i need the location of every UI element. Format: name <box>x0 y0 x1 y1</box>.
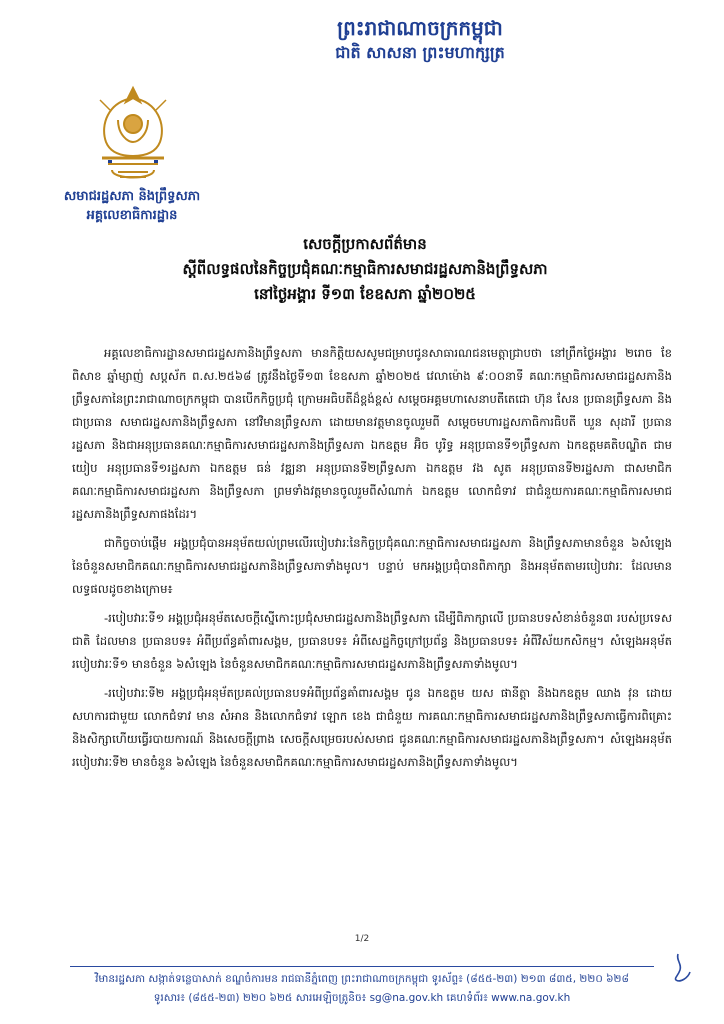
document-title <box>160 232 570 306</box>
parliament-emblem-icon <box>88 80 178 190</box>
organization-header <box>32 188 232 226</box>
signature-icon <box>668 950 698 984</box>
title-line-3: នៅថ្ងៃអង្គារ ទី១៣ ខែឧសភា ឆ្នាំ២០២៥ <box>254 284 476 303</box>
footer-contact <box>70 970 654 1008</box>
organization-department: អគ្គលេខាធិការដ្ឋាន <box>86 207 178 223</box>
footer-address: វិមានរដ្ឋសភា សង្កាត់ទន្លេបាសាក់ ខណ្ឌចំការមន រាជធានីភ្នំពេញ ព្រះរាជាណាចក្រកម្ពុជា ទូរស័ព្ទ៖ (៨៥៥-២៣) ២១៣ ៨៣៥, ២២០ ៦២៨ <box>95 973 629 985</box>
kingdom-title: ព្រះរាជាណាចក្រកម្ពុជា <box>337 16 503 40</box>
page-number: 1/2 <box>354 934 370 944</box>
document-body <box>72 342 672 780</box>
title-line-2: ស្តីពីលទ្ធផលនៃកិច្ចប្រជុំគណៈកម្មាធិការសមាជរដ្ឋសភានិងព្រឹទ្ធសភា <box>182 259 548 278</box>
footer-divider <box>70 966 654 967</box>
organization-name: សមាជរដ្ឋសភា និងព្រឹទ្ធសភា <box>63 189 201 204</box>
paragraph-agenda-1: -របៀបវារៈទី១ អង្គប្រជុំអនុម័តសេចក្តីស្នើកោះប្រជុំសមាជរដ្ឋសភានិងព្រឹទ្ធសភា ដើម្បីពិភាក្សាលើ ប្រធានបទសំខាន់ចំនួន៣ របស់ប្រទេសជាតិ ដែលមាន ប្រធានបទ៖ អំពីប្រព័ន្ធគាំពារសង្គម, ប្រធានបទ៖ អំពីសេដ្ឋកិច្ចក្រៅប្រព័ន្ធ និងប្រធានបទ៖ អំពីវិស័យកសិកម្ម។ សំឡេងអនុម័តរបៀបវារៈទី១ មានចំនួន ៦សំឡេង នៃចំនួនសមាជិកគណៈកម្មាធិការសមាជរដ្ឋសភានិងព្រឹទ្ធសភាទាំងមូល។ <box>72 611 672 671</box>
paragraph-1: អគ្គលេខាធិការដ្ឋានសមាជរដ្ឋសភានិងព្រឹទ្ធសភា មានកិត្តិយសសូមជម្រាបជូនសាធារណជនមេត្តាជ្រាបថា នៅព្រឹកថ្ងៃអង្គារ ២រោច ខែពិសាខ ឆ្នាំម្សាញ់ សប្តស័ក ព.ស.២៥៦៨ ត្រូវនឹងថ្ងៃទី១៣ ខែឧសភា ឆ្នាំ២០២៥ វេលាម៉ោង ៩:០០នាទី គណៈកម្មាធិការសមាជរដ្ឋសភានិងព្រឹទ្ធសភានៃព្រះរាជាណាចក្រកម្ពុជា បានបើកកិច្ចប្រជុំ ក្រោមអធិបតីដ៏ខ្ពង់ខ្ពស់ សម្តេចអគ្គមហាសេនាបតីតេជោ ហ៊ុន សែន ប្រធានព្រឹទ្ធសភា និងជាប្រធាន សមាជរដ្ឋសភានិងព្រឹទ្ធសភា នៅវិមានព្រឹទ្ធសភា ដោយមានវត្តមានចូលរួមពី សម្តេចមហារដ្ឋសភាធិការធិបតី ឃួន សុដារី ប្រធានរដ្ឋសភា និងជាអនុប្រធានគណៈកម្មាធិការសមាជរដ្ឋសភានិងព្រឹទ្ធសភា ឯកឧត្តម អ៊ិច បូរិទ្ធ អនុប្រធានទី១ព្រឹទ្ធសភា ឯកឧត្តមគតិបណ្ឌិត ជាម យៀប អនុប្រធានទី១រដ្ឋសភា ឯកឧត្តម ធន់ វឌ្ឍនា អនុប្រធានទី២ព្រឹទ្ធសភា ឯកឧត្តម វង សូត អនុប្រធានទី២រដ្ឋសភា ជាសមាជិកគណៈកម្មាធិការសមាជរដ្ឋសភា និងព្រឹទ្ធសភា ព្រមទាំងវត្តមានចូលរួមពីសំណាក់ ឯកឧត្តម លោកជំទាវ ជាជំនួយការគណៈកម្មាធិការសមាជ រដ្ឋសភានិងព្រឹទ្ធសភាផងដែរ។ <box>72 346 672 521</box>
national-motto: ជាតិ សាសនា ព្រះមហាក្សត្រ <box>335 43 505 62</box>
footer-contact-info: ទូរសារ៖ (៨៥៥-២៣) ២២០ ៦២៥ សារអេឡិចត្រូនិច៖ sg@na.gov.kh គេហទំព័រ៖ www.na.gov.kh <box>153 992 571 1004</box>
paragraph-2: ជាកិច្ចចាប់ផ្តើម អង្គប្រជុំបានអនុម័តយល់ព្រមលើរបៀបវារៈនៃកិច្ចប្រជុំគណៈកម្មាធិការសមាជរដ្ឋសភា និងព្រឹទ្ធសភាមានចំនួន ៦សំឡេងនៃចំនួនសមាជិកគណៈកម្មាធិការសមាជរដ្ឋសភានិងព្រឹទ្ធសភាទាំងមូល។ បន្ទាប់ មកអង្គប្រជុំបានពិភាក្សា និងអនុម័តតាមរបៀបវារៈ ដែលមានលទ្ធផលដូចខាងក្រោម៖ <box>72 536 672 596</box>
paragraph-agenda-2: -របៀបវារៈទី២ អង្គប្រជុំអនុម័តប្រគល់ប្រធានបទអំពីប្រព័ន្ធគាំពារសង្គម ជូន ឯកឧត្តម យស ផានីត្តា និងឯកឧត្តម ឈាង វុន ដោយសហការជាមួយ លោកជំទាវ មាន សំអាន និងលោកជំទាវ ឡោក ខេង ជាជំនួយ ការគណៈកម្មាធិការសមាជរដ្ឋសភានិងព្រឹទ្ធសភាធ្វើការពិគ្រោះនិងសិក្សាហើយធ្វើរបាយការណ៍ និងសេចក្តីព្រាង សេចក្តីសម្រេចរបស់សមាជ ជូនគណៈកម្មាធិការសមាជរដ្ឋសភានិងព្រឹទ្ធសភា។ សំឡេងអនុម័តរបៀបវារៈទី២ មានចំនួន ៦សំឡេង នៃចំនួនសមាជិកគណៈកម្មាធិការសមាជរដ្ឋសភានិងព្រឹទ្ធសភាទាំងមូល។ <box>72 686 672 769</box>
title-line-1: សេចក្តីប្រកាសព័ត៌មាន <box>303 235 427 253</box>
kingdom-header <box>290 14 550 64</box>
